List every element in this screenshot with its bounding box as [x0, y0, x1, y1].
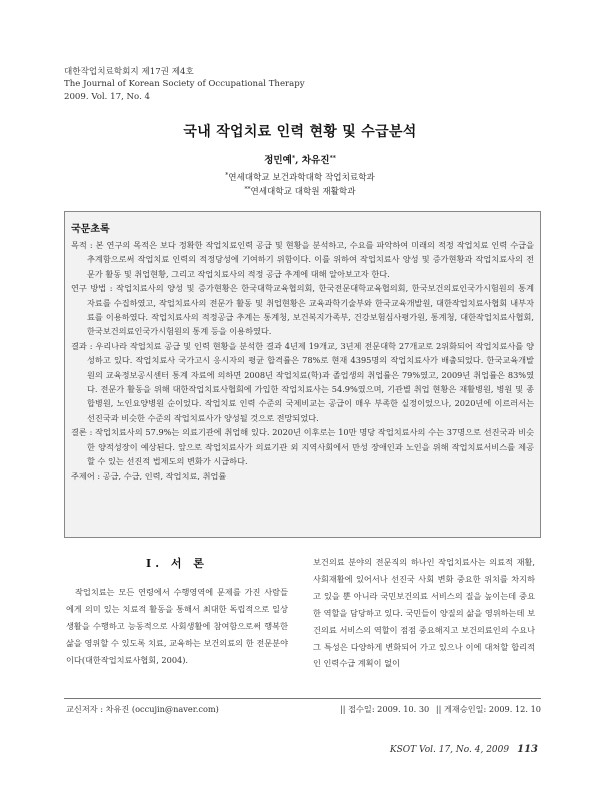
corresponding-author: 교신저자 : 차유진 (occujin@naver.com) [66, 704, 219, 714]
author-separator: , [295, 155, 302, 166]
abstract-results [71, 339, 534, 425]
abstract-label: 연구 방법 : [71, 283, 113, 294]
abstract-text: 작업치료사의 57.9%는 의료기관에 취업해 있다. 2020년 이후로는 10만 명당 작업치료사의 수는 37명으로 선진국과 비슷한 양적성장이 예상된다. 앞으로 작업치료사가 의료기관 외 지역사회에서 만성 장애인과 노인을 위해 작업치료서비스를 제공할 수 있는 선진적 법제도의 변화가 시급하다. [87, 427, 534, 467]
accepted-date: || 게재승인일: 2009. 12. 10 [435, 704, 541, 714]
affiliation-mark: * [225, 172, 229, 179]
abstract-heading: 국문초록 [71, 224, 110, 235]
footer-divider [64, 698, 541, 699]
abstract-text: 본 연구의 목적은 보다 정확한 작업치료인력 공급 및 현황을 분석하고, 수요를 파악하여 미래의 적정 작업치료 인력 수급을 추계함으로써 작업치료 인력의 적정당성에 기여하기 위함이다. 이를 위하여 작업치료사 양성 및 증가현황과 작업치료사의 전문가 활동 및 취업현황, 그리고 작업치료사의 적정 공급 추계에 대해 알아보고자 한다. [87, 240, 534, 279]
journal-issue: 2009. Vol. 17, No. 4 [64, 91, 151, 102]
body-column-right [313, 554, 535, 672]
author-mark: * [291, 155, 296, 162]
abstract-label: 결론 : [71, 427, 93, 438]
author-name: 정민예 [264, 155, 292, 166]
page-footer [390, 744, 538, 755]
abstract-label: 결과 : [71, 340, 93, 351]
abstract-label: 목적 : [71, 240, 93, 250]
section-heading: Ⅰ. 서 론 [146, 557, 208, 570]
journal-header [64, 66, 305, 103]
abstract-methods [71, 281, 534, 339]
body-paragraph: 작업치료는 모든 연령에서 수행영역에 문제를 가진 사람들에게 의미 있는 치료적 활동을 통해서 최대한 독립적으로 일상생활을 수행하고 능동적으로 사회생활에 참여함으로써 행복한 삶을 영위할 수 있도록 치료, 교육하는 보건의료의 한 전문분야이다(대한작업치료사협회, 2004). [66, 586, 288, 665]
abstract-label: 주제어 : [71, 470, 101, 481]
received-date: || 접수일: 2009. 10. 30 [339, 704, 430, 714]
body-column-left [66, 556, 288, 668]
abstract-conclusion [71, 425, 534, 468]
abstract-text: 작업치료사의 양성 및 증가현황은 한국대학교육협의회, 한국전문대학교육협의회, 한국보건의료인국가시험원의 통계 자료를 수집하였고, 작업치료사의 전문가 활동 및 취업현황은 교육과학기술부와 한국교육개발원, 대한작업치료사협회 내부자료를 이용하였다. 작업치료사의 적정공급 추계는 통계청, 보건복지가족부, 건강보험심사평가원, 통계청, 대한작업치료사협회, 한국보건의료인국가시험원의 통계 등을 이용하였다. [87, 283, 535, 337]
abstract-text: 공급, 수급, 인력, 작업치료, 취업률 [100, 470, 227, 481]
journal-name-english: The Journal of Korean Society of Occupational Therapy [64, 79, 305, 90]
affiliation-mark: ** [244, 186, 251, 193]
body-paragraph: 보건의료 분야의 전문직의 하나인 작업치료사는 의료적 재활, 사회재활에 있어서나 선진국 사회 변화 중요한 위치를 차지하고 있을 뿐 아니라 국민보건의료 서비스의 질을 높이는데 중요한 역할을 담당하고 있다. 국민들이 양질의 삶을 영위하는데 보건의료 서비스의 역할이 점점 중요해지고 보건의료인의 수요나 그 특성은 다양하게 변화되어 가고 있으나 이에 대처할 합리적인 인력수급 계획이 없이 [313, 557, 535, 669]
paper-title: 국내 작업치료 인력 현황 및 수급분석 [183, 124, 417, 140]
abstract-keywords [71, 469, 534, 483]
journal-name-korean: 대한작업치료학회지 제17권 제4호 [64, 67, 194, 77]
author-name: 차유진 [301, 155, 330, 166]
abstract-text: 우리나라 작업치료 공급 및 인력 현황을 분석한 결과 4년제 19개교, 3년제 전문대학 27개교로 2위화되어 작업치료사를 양성하고 있다. 작업치료사 국가고시 응시자의 평균 합격률은 78%로 현재 4395명의 작업치료사가 배출되었다. 한국교육개발원의 교육정보공시센터 통계 자료에 의하면 2008년 작업치료(학)과 졸업생의 취업률은 79%였고, 2009년 취업률은 83%였다. 전문가 활동을 위해 대한작업치료사협회에 가입한 작업치료사는 54.9%였으며, 기관별 취업 현황은 재활병원, 병원 및 종합병원, 노인요양병원 순이었다. 작업치료 인력 수준의 국제비교는 공급이 매우 부족한 실정이었으나, 2020년에 이르러서는 선진국과 비슷한 수준의 작업치료사가 양성될 것으로 전망되었다. [87, 340, 535, 423]
journal-reference: KSOT Vol. 17, No. 4, 2009 [389, 745, 510, 755]
affiliation-text: 연세대학교 보건과학대학 작업치료학과 [228, 173, 375, 183]
author-mark: ** [329, 155, 336, 162]
footer-dates [336, 704, 541, 715]
abstract-box [64, 211, 541, 538]
author-list [0, 152, 600, 166]
affiliation-text: 연세대학교 대학원 재활학과 [250, 187, 356, 197]
page-number: 113 [517, 744, 538, 755]
affiliation [0, 171, 600, 183]
footer-info [66, 704, 541, 715]
affiliation [0, 185, 600, 197]
abstract-purpose [71, 238, 534, 281]
